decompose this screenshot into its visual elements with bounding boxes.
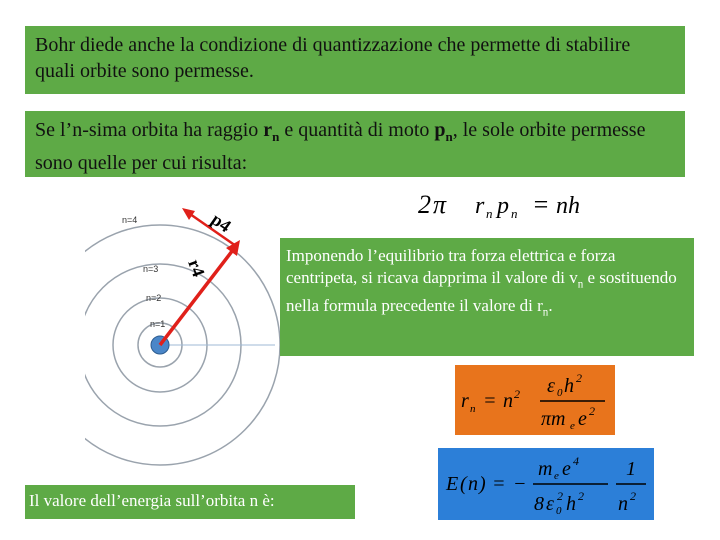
energy-text: Il valore dell’energia sull’orbita n è: <box>29 491 275 510</box>
momentum-symbol: p <box>434 119 446 141</box>
svg-text:n: n <box>470 403 476 415</box>
svg-text:p: p <box>497 193 509 219</box>
orbit-label-3: n=3 <box>143 264 159 274</box>
energy-text-box <box>25 485 355 519</box>
svg-text:e: e <box>554 470 559 482</box>
quantization-formula <box>410 183 605 225</box>
condition-text-box <box>25 111 685 177</box>
svg-text:r: r <box>475 193 485 219</box>
svg-text:0: 0 <box>557 387 563 399</box>
momentum-label: p4 <box>207 208 235 237</box>
svg-text:8: 8 <box>534 493 544 515</box>
svg-text:2: 2 <box>630 489 636 503</box>
svg-text:2: 2 <box>418 190 431 219</box>
radius-symbol: r <box>263 119 273 141</box>
svg-text:): ) <box>479 473 486 495</box>
svg-text:1: 1 <box>626 458 636 480</box>
svg-text:nh: nh <box>556 193 580 219</box>
svg-text:2: 2 <box>576 371 582 385</box>
svg-text:−: − <box>513 473 527 495</box>
svg-text:n: n <box>511 206 518 221</box>
svg-text:(: ( <box>460 473 467 495</box>
momentum-subscript: n <box>445 129 453 144</box>
radius-subscript: n <box>272 129 280 144</box>
svg-text:e: e <box>578 408 587 430</box>
condition-text-start: Se l’n-sima orbita ha raggio <box>35 119 264 141</box>
svg-text:n: n <box>468 473 478 495</box>
svg-text:=: = <box>492 473 506 495</box>
svg-text:=: = <box>532 190 550 219</box>
svg-text:n: n <box>618 493 628 515</box>
equilibrium-text-end: . <box>548 296 553 316</box>
svg-text:πm: πm <box>541 408 566 430</box>
svg-text:2: 2 <box>589 404 595 418</box>
intro-text: Bohr diede anche la condizione di quantizzazione che permette di stabilire quali orbite sono permesse. <box>35 34 631 82</box>
condition-text-mid: e quantità di moto <box>279 119 435 141</box>
svg-text:2: 2 <box>557 489 563 503</box>
svg-text:h: h <box>566 493 576 515</box>
bohr-orbit-diagram <box>85 195 285 495</box>
velocity-subscript: n <box>577 278 584 291</box>
svg-text:=: = <box>483 390 497 412</box>
radius-formula <box>455 365 615 435</box>
svg-text:h: h <box>564 375 574 397</box>
momentum-arrow-head <box>182 208 195 220</box>
svg-text:E: E <box>446 473 459 495</box>
svg-text:ε: ε <box>547 375 555 397</box>
svg-text:n: n <box>503 390 513 412</box>
equilibrium-text-box <box>280 238 694 356</box>
energy-formula <box>438 448 654 520</box>
orbit-label-2: n=2 <box>146 293 162 303</box>
svg-text:n: n <box>486 206 493 221</box>
svg-text:e: e <box>570 420 575 432</box>
svg-text:2: 2 <box>578 489 584 503</box>
svg-text:2: 2 <box>514 387 520 401</box>
equilibrium-text-start: Imponendo l’equilibrio tra forza elettrica e forza centripeta, si ricava dapprima il valore di v <box>286 246 616 287</box>
svg-text:ε: ε <box>546 493 554 515</box>
svg-text:e: e <box>562 458 571 480</box>
svg-text:m: m <box>538 458 553 480</box>
svg-text:π: π <box>433 190 447 219</box>
svg-text:4: 4 <box>573 454 579 468</box>
equilibrium-text-mid: e sostituendo nella formula precedente il valore di r <box>286 268 677 316</box>
svg-text:0: 0 <box>556 505 562 517</box>
orbit-label-1: n=1 <box>150 319 166 329</box>
intro-text-box <box>25 26 685 94</box>
condition-text-end: , le sole orbite permesse sono quelle per cui risulta: <box>35 119 646 174</box>
radius-subscript-2: n <box>542 306 549 319</box>
radius-label: r4 <box>184 256 209 280</box>
svg-text:r: r <box>461 390 469 412</box>
orbit-label-4: n=4 <box>122 215 138 225</box>
